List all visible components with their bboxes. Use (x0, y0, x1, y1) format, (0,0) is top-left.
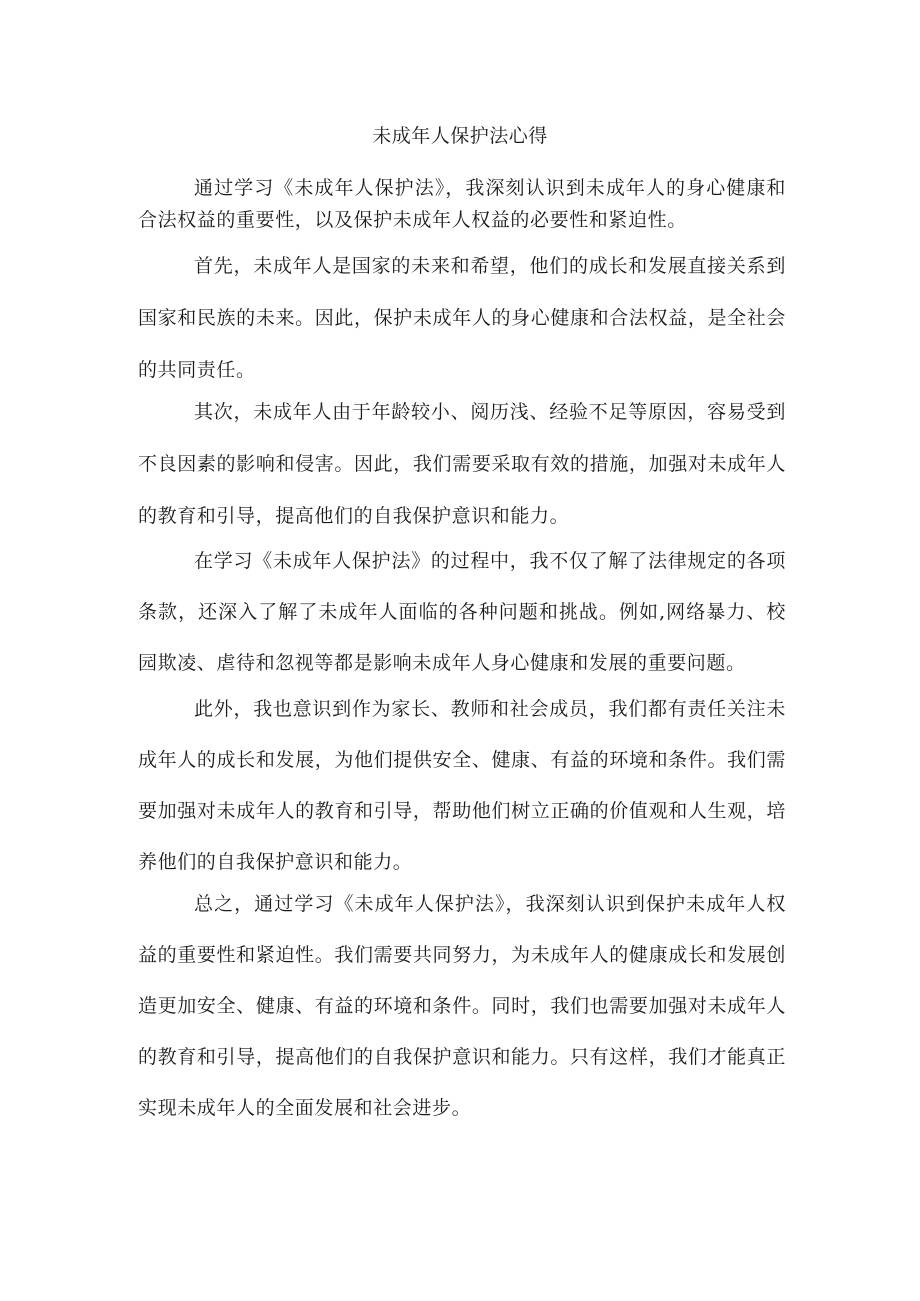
paragraph-learning: 在学习《未成年人保护法》的过程中，我不仅了解了法律规定的各项条款，还深入了解了未成年人面临的各种问题和挑战。例如,网络暴力、校园欺凌、虐待和忽视等都是影响未成年人身心健康和发展的重要问题。 (138, 550, 786, 674)
document-title: 未成年人保护法心得 (372, 125, 548, 147)
paragraph-second: 其次，未成年人由于年龄较小、阅历浅、经验不足等原因，容易受到不良因素的影响和侵害。因此，我们需要采取有效的措施，加强对未成年人的教育和引导，提高他们的自我保护意识和能力。 (138, 401, 786, 527)
paragraph-intro: 通过学习《未成年人保护法》，我深刻认识到未成年人的身心健康和合法权益的重要性，以及保护未成年人权益的必要性和紧迫性。 (138, 177, 786, 231)
paragraph-moreover: 此外，我也意识到作为家长、教师和社会成员，我们都有责任关注未成年人的成长和发展，为他们提供安全、健康、有益的环境和条件。我们需要加强对未成年人的教育和引导，帮助他们树立正确的价值观和人生观，培养他们的自我保护意识和能力。 (138, 698, 786, 873)
paragraph-conclusion: 总之，通过学习《未成年人保护法》，我深刻认识到保护未成年人权益的重要性和紧迫性。我们需要共同努力，为未成年人的健康成长和发展创造更加安全、健康、有益的环境和条件。同时，我们也需要加强对未成年人的教育和引导，提高他们的自我保护意识和能力。只有这样，我们才能真正实现未成年人的全面发展和社会进步。 (138, 893, 786, 1119)
paragraph-first: 首先，未成年人是国家的未来和希望，他们的成长和发展直接关系到国家和民族的未来。因此，保护未成年人的身心健康和合法权益，是全社会的共同责任。 (138, 255, 786, 381)
